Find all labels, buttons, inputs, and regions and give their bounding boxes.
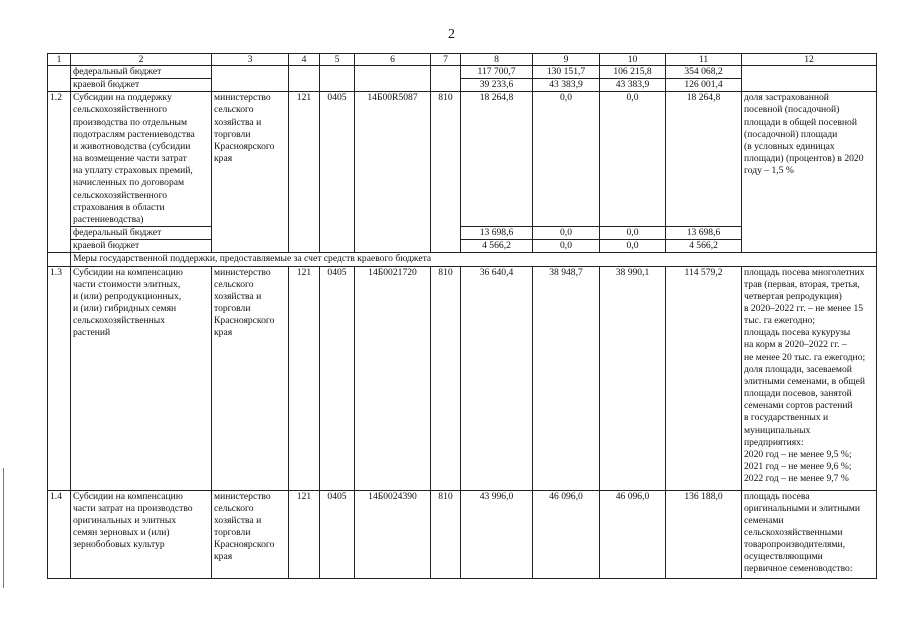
item-name: Субсидии на поддержку сельскохозяйственного производства по отдельным подотраслям растениеводства и животноводства (субсидии на возмещение части затрат на уплату страховых премий, начисленных по договорам сельскохозяйственного страхования в области растениеводства) [71,92,212,227]
code-col-6: 14Б0021720 [355,266,431,490]
item-result: площадь посева оригинальными и элитными семенами сельскохозяйственными товаропроизводителями, осуществляющими первичное семеноводство: [742,490,877,578]
code-col-7: 810 [431,92,461,253]
value-total: 18 264,8 [666,92,742,227]
header-cell: 2 [71,54,212,66]
header-cell: 3 [212,54,289,66]
value-2020: 117 700,7 [461,66,533,79]
header-cell: 7 [431,54,461,66]
header-cell: 10 [600,54,666,66]
table-row [48,92,877,227]
header-cell: 5 [320,54,355,66]
header-cell: 4 [289,54,320,66]
item-organization: министерство сельского хозяйства и торговли Красноярского края [212,490,289,578]
item-number: 1.4 [48,490,71,578]
budget-source-label: федеральный бюджет [71,66,212,79]
value-2020: 18 264,8 [461,92,533,227]
scan-margin-line [3,468,4,588]
header-cell: 1 [48,54,71,66]
value-2021: 0,0 [533,227,600,240]
item-number: 1.3 [48,266,71,490]
code-col-5: 0405 [320,490,355,578]
section-title: Меры государственной поддержки, предоставляемые за счет средств краевого бюджета [71,253,877,266]
value-total: 136 188,0 [666,490,742,578]
table-row [48,66,877,79]
value-2022: 46 096,0 [600,490,666,578]
code-col-4: 121 [289,490,320,578]
code-col-5: 0405 [320,266,355,490]
section-row [48,253,877,266]
item-name: Субсидии на компенсацию части стоимости элитных, и (или) репродукционных, и (или) гибридных семян сельскохозяйственных растений [71,266,212,490]
value-2021: 130 151,7 [533,66,600,79]
header-cell: 6 [355,54,431,66]
value-2020: 13 698,6 [461,227,533,240]
value-2022: 0,0 [600,240,666,253]
table-row [48,266,877,490]
value-2022: 0,0 [600,92,666,227]
code-col-6: 14Б0024390 [355,490,431,578]
header-cell: 8 [461,54,533,66]
header-cell: 12 [742,54,877,66]
item-name: Субсидии на компенсацию части затрат на производство оригинальных и элитных семян зерновых и (или) зернобобовых культур [71,490,212,578]
code-col-5: 0405 [320,92,355,253]
item-result: доля застрахованной посевной (посадочной) площади в общей посевной (посадочной) площади (в условных единицах площади) (процентов) в 2020 году – 1,5 % [742,92,877,253]
code-col-7: 810 [431,490,461,578]
value-2020: 43 996,0 [461,490,533,578]
budget-source-label: краевой бюджет [71,240,212,253]
code-col-6: 14Б00R5087 [355,92,431,253]
value-2022: 0,0 [600,227,666,240]
code-col-4: 121 [289,92,320,253]
value-total: 13 698,6 [666,227,742,240]
value-2022: 106 215,8 [600,66,666,79]
item-number: 1.2 [48,92,71,253]
value-2021: 0,0 [533,92,600,227]
value-total: 354 068,2 [666,66,742,79]
value-2022: 43 383,9 [600,79,666,92]
code-col-4: 121 [289,266,320,490]
value-total: 126 001,4 [666,79,742,92]
value-2021: 0,0 [533,240,600,253]
value-2021: 46 096,0 [533,490,600,578]
page-number: 2 [448,27,455,42]
budget-table [47,53,877,579]
budget-source-label: краевой бюджет [71,79,212,92]
header-cell: 9 [533,54,600,66]
header-row [48,54,877,66]
code-col-7: 810 [431,266,461,490]
value-2021: 38 948,7 [533,266,600,490]
table-row [48,490,877,578]
header-cell: 11 [666,54,742,66]
value-2020: 4 566,2 [461,240,533,253]
value-total: 114 579,2 [666,266,742,490]
value-2020: 39 233,6 [461,79,533,92]
budget-source-label: федеральный бюджет [71,227,212,240]
item-result: площадь посева многолетних трав (первая, вторая, третья, четвертая репродукция) в 2020–2022 гг. – не менее 15 тыс. га ежегодно; площадь посева кукурузы на корм в 2020–2022 гг. – не менее 20 тыс. га ежегодно; доля площади, засеваемой элитными семенами, в общей площади посевов, занятой семенами сортов растений в государственных и муниципальных предприятиях: 2020 год – не менее 9,5 %; 2021 год – не менее 9,6 %; 2022 год – не менее 9,7 % [742,266,877,490]
value-2020: 36 640,4 [461,266,533,490]
item-organization: министерство сельского хозяйства и торговли Красноярского края [212,92,289,253]
value-total: 4 566,2 [666,240,742,253]
item-organization: министерство сельского хозяйства и торговли Красноярского края [212,266,289,490]
value-2021: 43 383,9 [533,79,600,92]
value-2022: 38 990,1 [600,266,666,490]
